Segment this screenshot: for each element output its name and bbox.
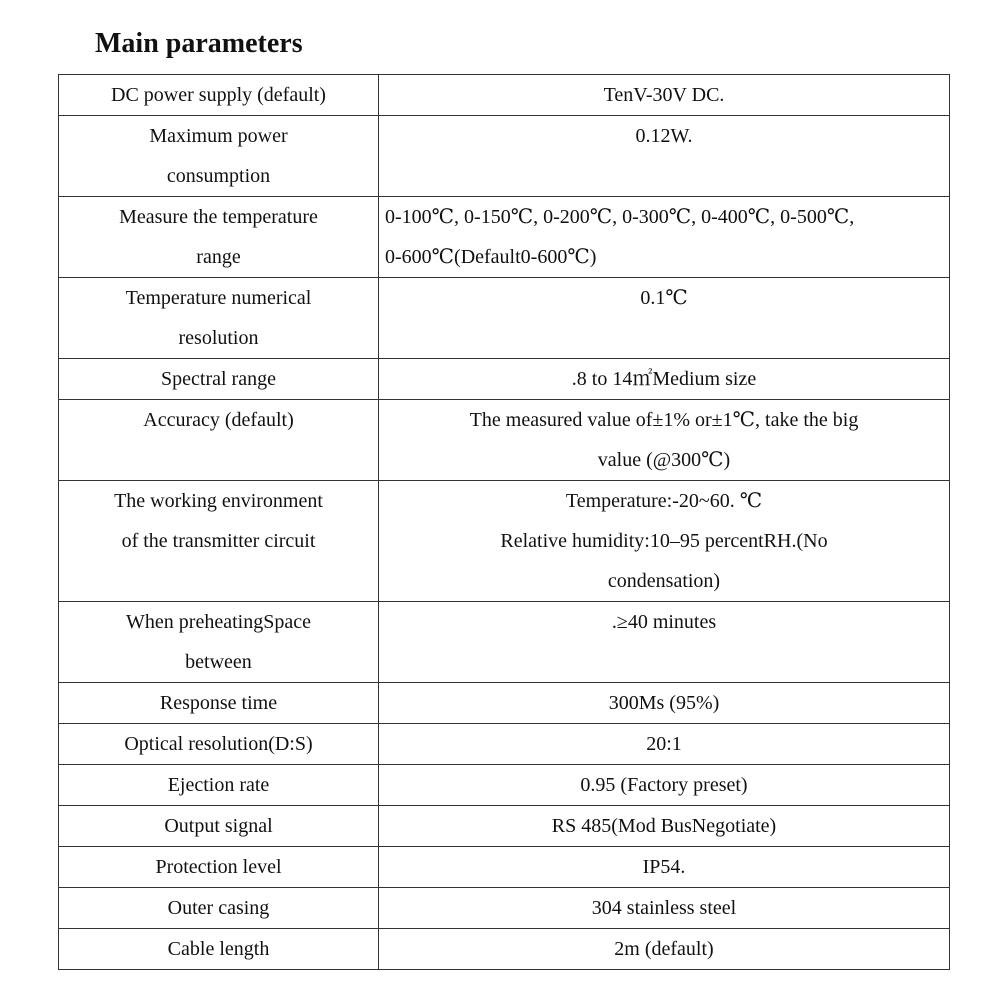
param-value-text: .≥40 minutes: [611, 611, 717, 633]
param-name-text: Accuracy (default): [143, 409, 294, 431]
param-name-text: Optical resolution(D:S): [124, 733, 313, 755]
param-name-cell: [59, 481, 379, 602]
param-name-cell: [59, 724, 379, 765]
param-value-text: condensation): [607, 570, 721, 592]
param-value-cell: [379, 888, 950, 929]
table-row: [59, 75, 950, 116]
param-name-cell: [59, 75, 379, 116]
table-row: [59, 197, 950, 278]
table-row: [59, 602, 950, 683]
param-name-text: Measure the temperature: [119, 206, 318, 228]
param-value-cell: [379, 602, 950, 683]
param-value-text: .8 to 14㎡Medium size: [571, 368, 757, 390]
param-name-text: Protection level: [155, 856, 282, 878]
param-name-text: of the transmitter circuit: [121, 530, 316, 552]
table-row: [59, 765, 950, 806]
param-value-text: value (@300℃): [597, 449, 731, 471]
param-name-text: Ejection rate: [167, 774, 270, 796]
param-name-text: consumption: [166, 165, 271, 187]
param-name-cell: [59, 847, 379, 888]
param-name-text: Maximum power: [149, 125, 288, 147]
table-row: [59, 400, 950, 481]
table-row: [59, 888, 950, 929]
param-name-cell: [59, 888, 379, 929]
param-value-cell: [379, 683, 950, 724]
page-title: Main parameters: [95, 28, 303, 59]
param-value-text: The measured value of±1% or±1℃, take the big: [469, 409, 859, 431]
param-name-text: DC power supply (default): [111, 84, 326, 106]
parameters-table: [58, 74, 950, 970]
param-name-cell: [59, 197, 379, 278]
param-value-text: Temperature:-20~60. ℃: [565, 490, 763, 512]
param-name-text: When preheatingSpace: [126, 611, 311, 633]
table-row: [59, 929, 950, 970]
table-row: [59, 116, 950, 197]
param-value-cell: [379, 278, 950, 359]
param-name-cell: [59, 400, 379, 481]
param-name-cell: [59, 929, 379, 970]
param-name-cell: [59, 602, 379, 683]
param-value-cell: [379, 765, 950, 806]
param-name-cell: [59, 116, 379, 197]
param-value-text: 0.95 (Factory preset): [580, 774, 748, 796]
table-row: [59, 847, 950, 888]
param-name-cell: [59, 359, 379, 400]
param-name-text: range: [196, 246, 241, 268]
table-row: [59, 359, 950, 400]
param-value-text: 0.12W.: [635, 125, 693, 147]
param-name-text: Outer casing: [167, 897, 270, 919]
param-value-cell: [379, 724, 950, 765]
param-value-text: Relative humidity:10–95 percentRH.(No: [500, 530, 828, 552]
param-value-cell: [379, 400, 950, 481]
param-name-text: resolution: [178, 327, 259, 349]
param-value-cell: [379, 359, 950, 400]
param-value-text: 0-600℃(Default0-600℃): [385, 246, 597, 268]
param-value-text: 0-100℃, 0-150℃, 0-200℃, 0-300℃, 0-400℃, 0-500℃,: [385, 206, 855, 228]
table-row: [59, 481, 950, 602]
param-value-text: IP54.: [642, 856, 686, 878]
param-value-cell: [379, 481, 950, 602]
table-row: [59, 806, 950, 847]
param-value-text: 304 stainless steel: [591, 897, 737, 919]
param-name-text: Temperature numerical: [125, 287, 312, 309]
param-name-cell: [59, 806, 379, 847]
param-name-text: Output signal: [164, 815, 273, 837]
param-value-text: TenV-30V DC.: [603, 84, 725, 106]
param-name-text: The working environment: [114, 490, 323, 512]
param-name-cell: [59, 683, 379, 724]
param-value-text: 2m (default): [614, 938, 714, 960]
param-value-cell: [379, 116, 950, 197]
table-row: [59, 278, 950, 359]
param-value-cell: [379, 847, 950, 888]
param-value-text: 300Ms (95%): [608, 692, 720, 714]
table-row: [59, 683, 950, 724]
param-name-text: Response time: [159, 692, 278, 714]
param-value-text: RS 485(Mod BusNegotiate): [551, 815, 777, 837]
param-name-text: Spectral range: [161, 368, 276, 390]
param-name-text: Cable length: [167, 938, 270, 960]
param-value-cell: [379, 806, 950, 847]
param-value-cell: [379, 75, 950, 116]
table-row: [59, 724, 950, 765]
param-value-text: 20:1: [646, 733, 682, 755]
param-name-cell: [59, 278, 379, 359]
param-name-text: between: [185, 651, 252, 673]
param-value-text: 0.1℃: [640, 287, 688, 309]
param-value-cell: [379, 929, 950, 970]
param-value-cell: [379, 197, 950, 278]
param-name-cell: [59, 765, 379, 806]
